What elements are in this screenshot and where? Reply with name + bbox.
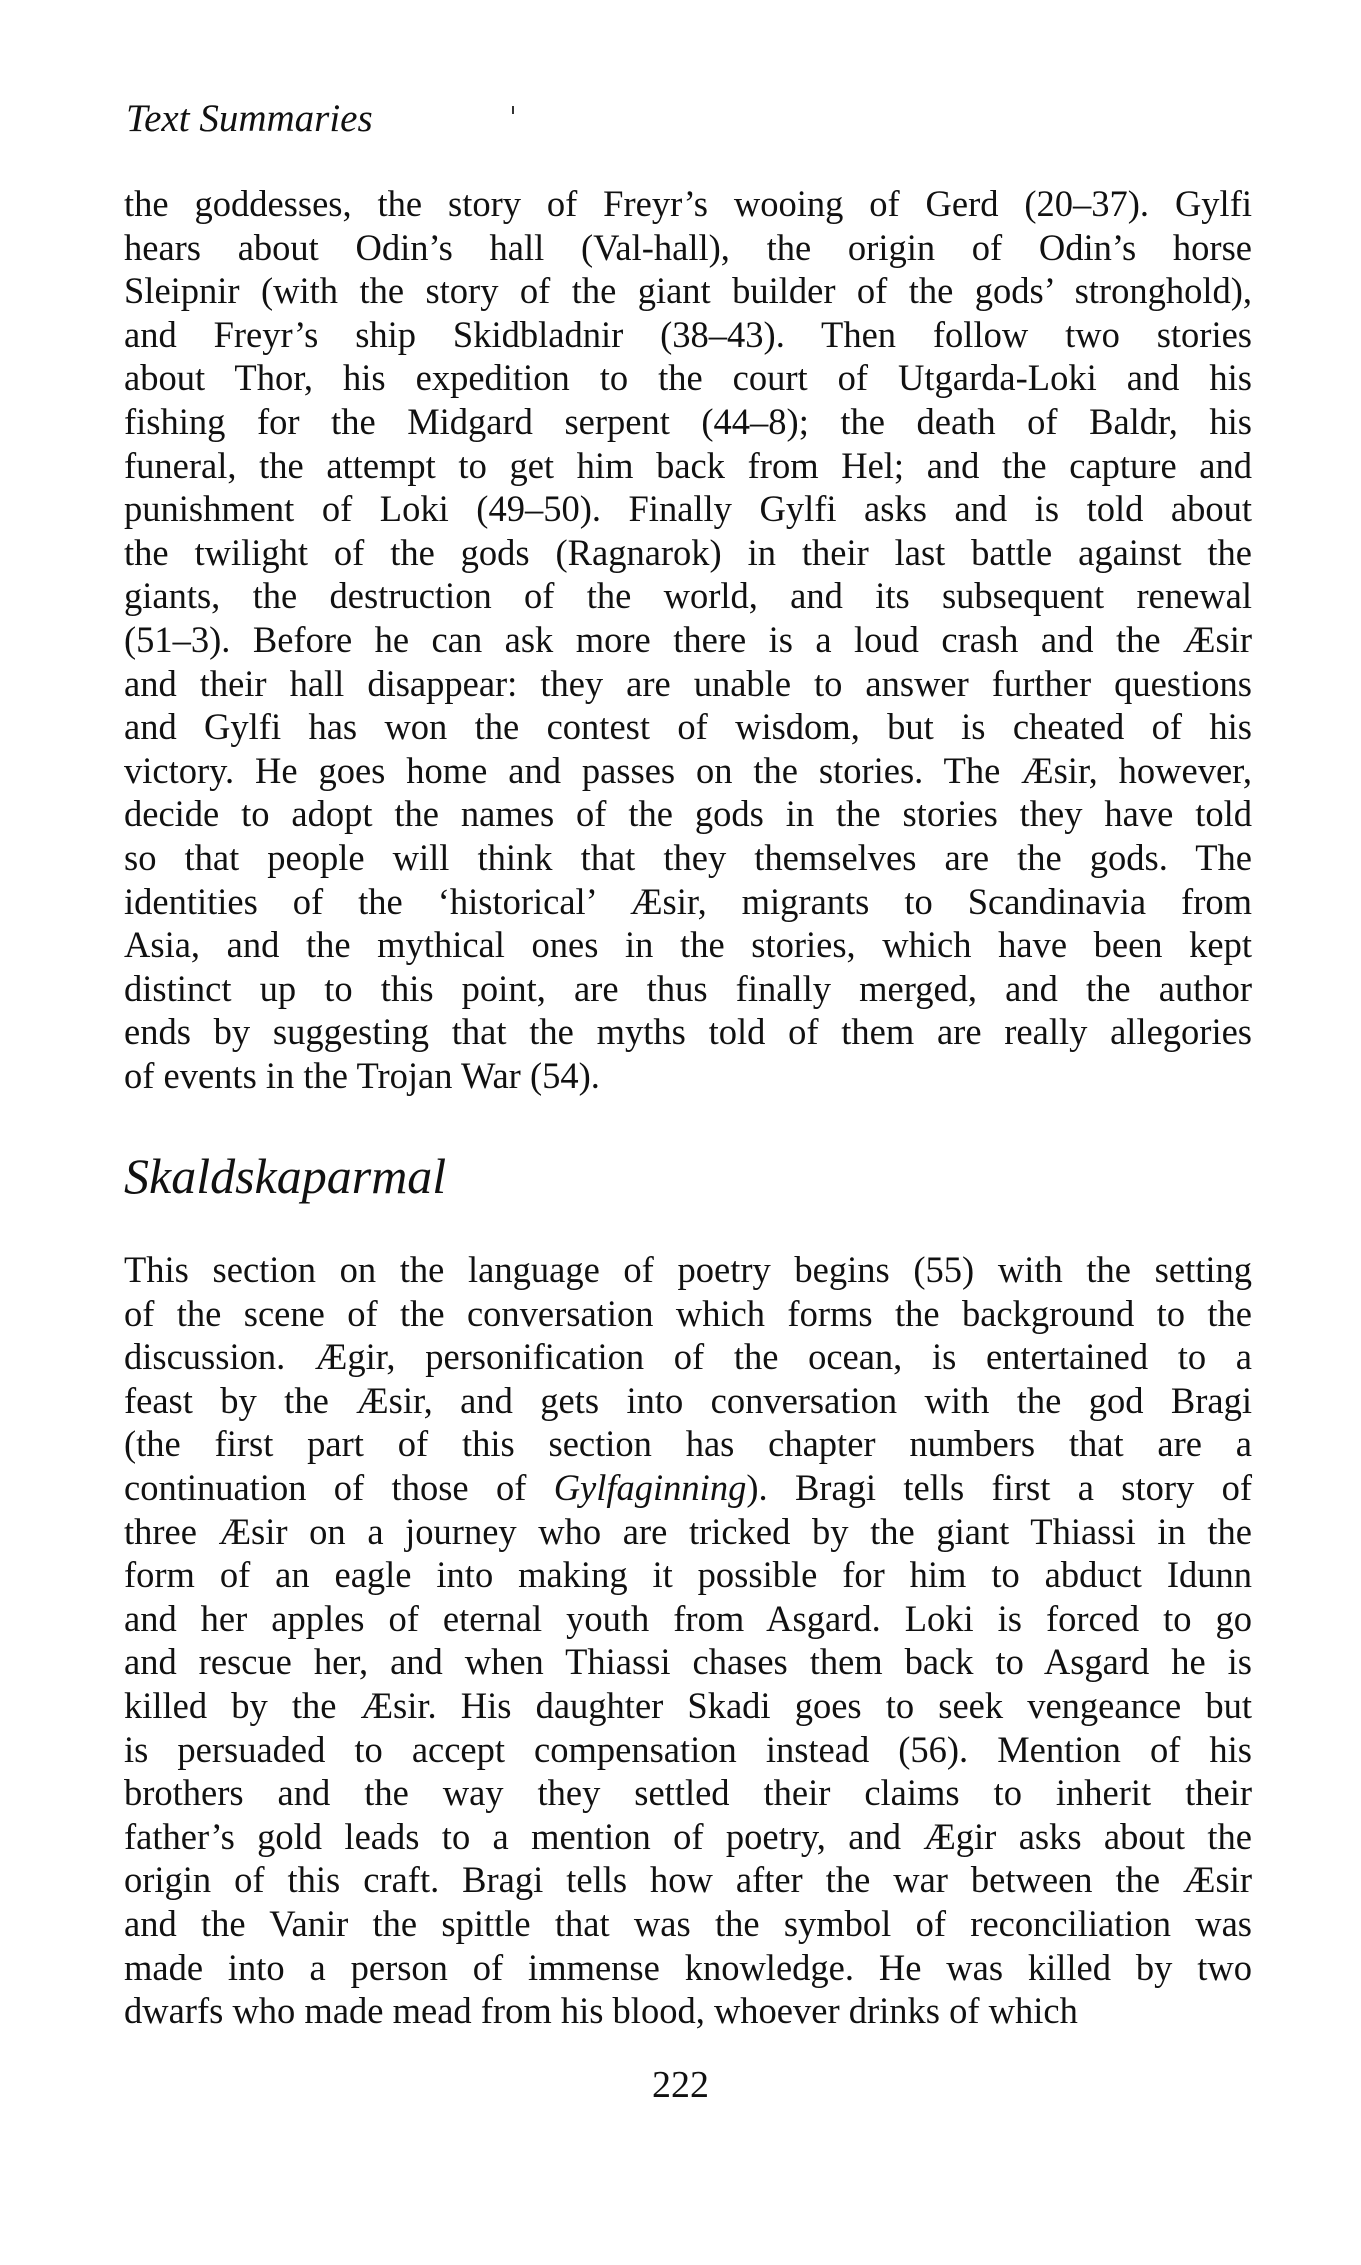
text-line: origin of this craft. Bragi tells how after the war between the Æsir — [124, 1859, 1252, 1901]
text-line: made into a person of immense knowledge. He was killed by two — [124, 1946, 1252, 1988]
text-line: distinct up to this point, are thus finally merged, and the author — [124, 967, 1252, 1009]
running-head: Text Summaries — [126, 97, 373, 140]
text-line: feast by the Æsir, and gets into conversation with the god Bragi — [124, 1379, 1252, 1421]
text-line: is persuaded to accept compensation instead (56). Mention of his — [124, 1728, 1252, 1770]
text-line: about Thor, his expedition to the court of Utgarda-Loki and his — [124, 357, 1252, 399]
text-line: the twilight of the gods (Ragnarok) in their last battle against the — [124, 531, 1252, 573]
italic-title: Gylfaginning — [553, 1466, 747, 1508]
text-run: ). Bragi tells first a story of — [746, 1466, 1252, 1508]
paragraph-skaldskaparmal-summary — [124, 1248, 1252, 2033]
text-line: three Æsir on a journey who are tricked by the giant Thiassi in the — [124, 1510, 1252, 1552]
text-line: father’s gold leads to a mention of poetry, and Ægir asks about the — [124, 1815, 1252, 1857]
text-line: so that people will think that they themselves are the gods. The — [124, 836, 1252, 878]
paragraph-gylfaginning-summary — [124, 182, 1252, 1097]
text-line: and the Vanir the spittle that was the symbol of reconciliation was — [124, 1902, 1252, 1944]
text-line: form of an eagle into making it possible for him to abduct Idunn — [124, 1554, 1252, 1596]
text-line: of the scene of the conversation which forms the background to the — [124, 1292, 1252, 1334]
text-run: continuation of those of — [124, 1466, 554, 1508]
text-line: and rescue her, and when Thiassi chases them back to Asgard he is — [124, 1641, 1252, 1683]
text-line: killed by the Æsir. His daughter Skadi goes to seek vengeance but — [124, 1684, 1252, 1726]
text-line: victory. He goes home and passes on the stories. The Æsir, however, — [124, 749, 1252, 791]
scan-speck — [512, 106, 514, 114]
text-line: and her apples of eternal youth from Asgard. Loki is forced to go — [124, 1597, 1252, 1639]
text-line: and Freyr’s ship Skidbladnir (38–43). Then follow two stories — [124, 313, 1252, 355]
text-line: This section on the language of poetry begins (55) with the setting — [124, 1249, 1252, 1290]
text-line: brothers and the way they settled their claims to inherit their — [124, 1772, 1252, 1814]
text-line: (51–3). Before he can ask more there is a loud crash and the Æsir — [124, 618, 1252, 660]
text-line: hears about Odin’s hall (Val-hall), the origin of Odin’s horse — [124, 226, 1252, 268]
text-line: funeral, the attempt to get him back from Hel; and the capture and — [124, 444, 1252, 486]
text-line: of events in the Trojan War (54). — [124, 1054, 600, 1096]
text-line: fishing for the Midgard serpent (44–8); the death of Baldr, his — [124, 400, 1252, 442]
text-line: giants, the destruction of the world, and its subsequent renewal — [124, 575, 1252, 617]
text-line: (the first part of this section has chapter numbers that are a — [124, 1423, 1252, 1465]
text-line: Asia, and the mythical ones in the stories, which have been kept — [124, 924, 1252, 966]
text-line: ends by suggesting that the myths told of them are really allegories — [124, 1011, 1252, 1053]
text-line: and their hall disappear: they are unable to answer further questions — [124, 662, 1252, 704]
text-line: punishment of Loki (49–50). Finally Gylfi asks and is told about — [124, 488, 1252, 530]
page-number: 222 — [652, 2064, 709, 2106]
text-line: the goddesses, the story of Freyr’s wooing of Gerd (20–37). Gylfi — [124, 183, 1252, 224]
text-line: and Gylfi has won the contest of wisdom, but is cheated of his — [124, 706, 1252, 748]
text-line: decide to adopt the names of the gods in the stories they have told — [124, 793, 1252, 835]
text-line: identities of the ‘historical’ Æsir, migrants to Scandinavia from — [124, 880, 1252, 922]
text-line: discussion. Ægir, personification of the ocean, is entertained to a — [124, 1336, 1252, 1378]
text-line: dwarfs who made mead from his blood, whoever drinks of which — [124, 1990, 1078, 2032]
text-line — [124, 1466, 1252, 1510]
text-line: Sleipnir (with the story of the giant builder of the gods’ stronghold), — [124, 270, 1252, 312]
section-heading: Skaldskaparmal — [124, 1148, 447, 1204]
